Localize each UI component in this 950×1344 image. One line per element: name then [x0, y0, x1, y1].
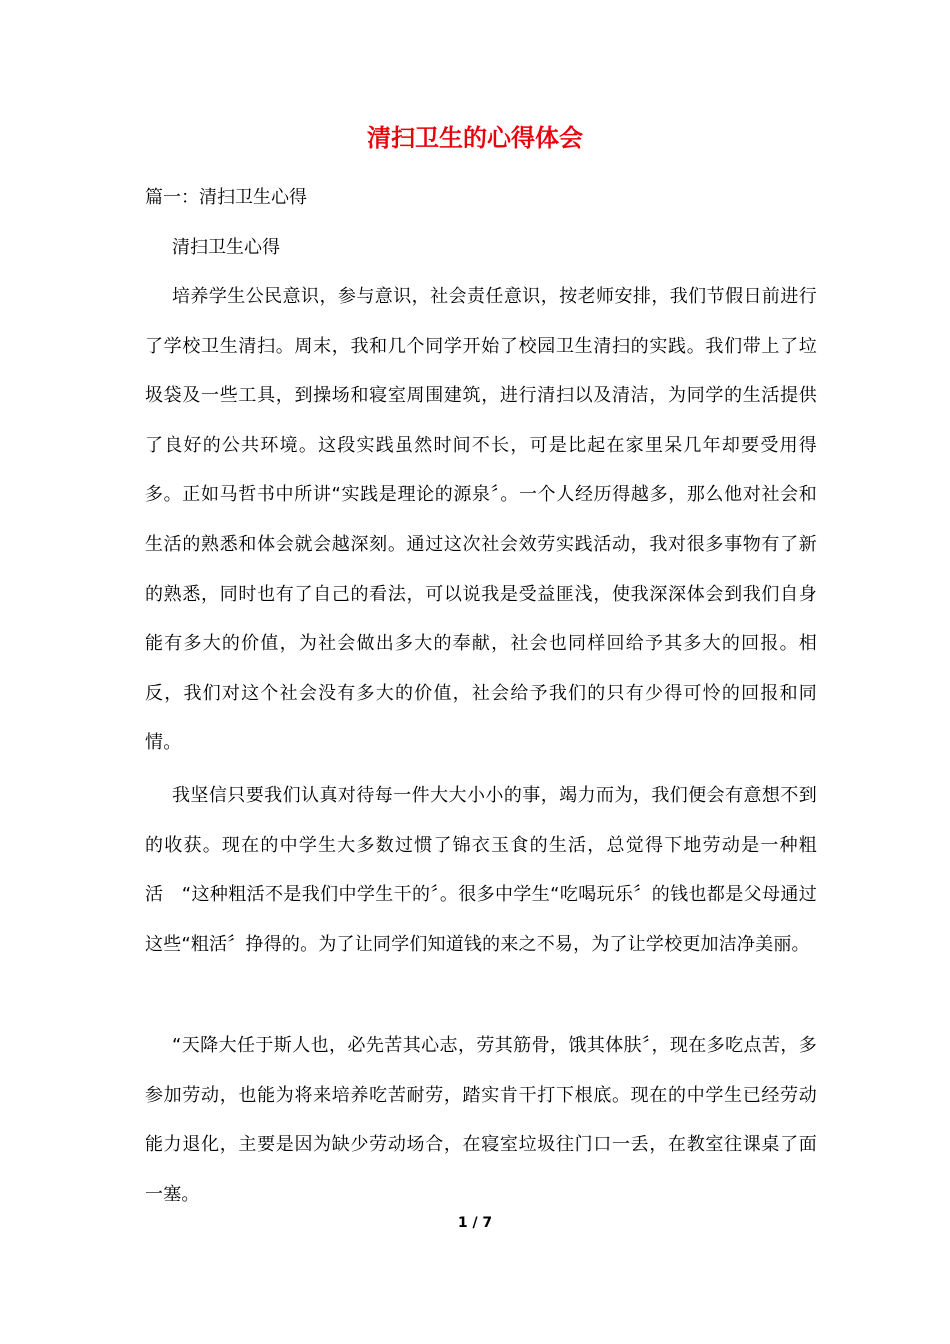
section-heading: 篇一：清扫卫生心得	[145, 187, 307, 208]
paragraph: 培养学生公民意识，参与意识，社会责任意识，按老师安排，我们节假日前进行了学校卫生清扫。周末，我和几个同学开始了校园卫生清扫的实践。我们带上了垃圾袋及一些工具，到操场和寝室周围建筑，进行清扫以及清洁，为同学的生活提供了良好的公共环境。这段实践虽然时间不长，可是比起在家里呆几年却要受用得多。正如马哲书中所讲“实践是理论的源泉〞。一个人经历得越多，那么他对社会和生活的熟悉和体会就会越深刻。通过这次社会效劳实践活动，我对很多事物有了新的熟悉，同时也有了自己的看法，可以说我是受益匪浅，使我深深体会到我们自身能有多大的价值，为社会做出多大的奉献，社会也同样回给予其多大的回报。相反，我们对这个社会没有多大的价值，社会给予我们的只有少得可怜的回报和同情。	[145, 286, 817, 754]
paragraph: 我坚信只要我们认真对待每一件大大小小的事，竭力而为，我们便会有意想不到的收获。现在的中学生大多数过惯了锦衣玉食的生活，总觉得下地劳动是一种粗活 “这种粗活不是我们中学生干的〞。很多中学生“吃喝玩乐〞的钱也都是父母通过这些“粗活〞挣得的。为了让同学们知道钱的来之不易，为了让学校更加洁净美丽。	[145, 785, 817, 955]
page-indicator: 1 / 7	[457, 1215, 493, 1231]
paragraph: “天降大任于斯人也，必先苦其心志，劳其筋骨，饿其体肤〞，现在多吃点苦，多参加劳动，也能为将来培养吃苦耐劳，踏实肯干打下根底。现在的中学生已经劳动能力退化，主要是因为缺少劳动场合，在寝室垃圾往门口一丢，在教室往课桌了面一塞。	[145, 1035, 817, 1205]
subheading: 清扫卫生心得	[172, 237, 280, 258]
document-title: 清扫卫生的心得体会	[367, 123, 583, 152]
